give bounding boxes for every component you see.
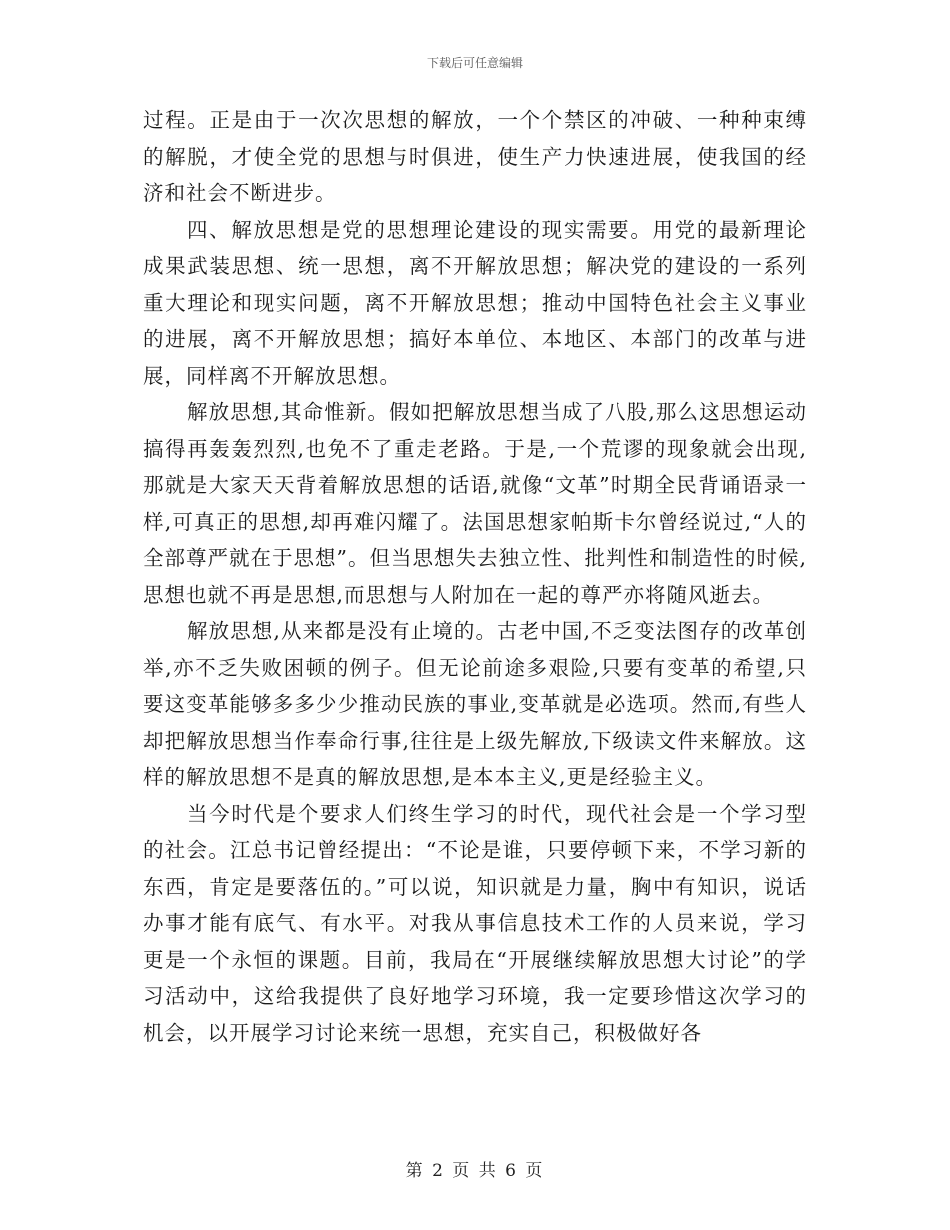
paragraph-renewal: 解放思想,其命惟新。假如把解放思想当成了八股,那么这思想运动搞得再轰轰烈烈,也免不了重走老路。于是,一个荒谬的现象就会出现,那就是大家天天背着解放思想的话语,就像“文革”时期全民背诵语录一样,可真正的思想,却再难闪耀了。法国思想家帕斯卡尔曾经说过,“人的全部尊严就在于思想”。但当思想失去独立性、批判性和制造性的时候,思想也就不再是思想,而思想与人附加在一起的尊严亦将随风逝去。 [143,400,807,607]
paragraph-continuation: 过程。正是由于一次次思想的解放，一个个禁区的冲破、一种种束缚的解脱，才使全党的思想与时俱进，使生产力快速进展，使我国的经济和社会不断进步。 [143,108,807,205]
paragraph-no-limit: 解放思想,从来都是没有止境的。古老中国,不乏变法图存的改革创举,亦不乏失败困顿的例子。但无论前途多艰险,只要有变革的希望,只要这变革能够多多少少推动民族的事业,变革就是必选项。然而,有些人却把解放思想当作奉命行事,往往是上级先解放,下级读文件来解放。这样的解放思想不是真的解放思想,是本本主义,更是经验主义。 [143,619,807,789]
paragraph-point-four: 四、解放思想是党的思想理论建设的现实需要。用党的最新理论成果武装思想、统一思想，离不开解放思想；解决党的建设的一系列重大理论和现实问题，离不开解放思想；推动中国特色社会主义事业的进展，离不开解放思想；搞好本单位、本地区、本部门的改革与进展，同样离不开解放思想。 [143,217,807,388]
paragraph-lifelong-learning: 当今时代是个要求人们终生学习的时代，现代社会是一个学习型的社会。江总书记曾经提出：“不论是谁，只要停顿下来，不学习新的东西，肯定是要落伍的。”可以说，知识就是力量，胸中有知识，说话办事才能有底气、有水平。对我从事信息技术工作的人员来说，学习更是一个永恒的课题。目前，我局在“开展继续解放思想大讨论”的学习活动中，这给我提供了良好地学习环境，我一定要珍惜这次学习的机会，以开展学习讨论来统一思想，充实自己，积极做好各 [143,801,807,1045]
page-number-footer: 第 2 页 共 6 页 [405,1161,545,1181]
page-header: 下载后可任意编辑 [426,56,523,70]
document-body [143,102,807,1051]
